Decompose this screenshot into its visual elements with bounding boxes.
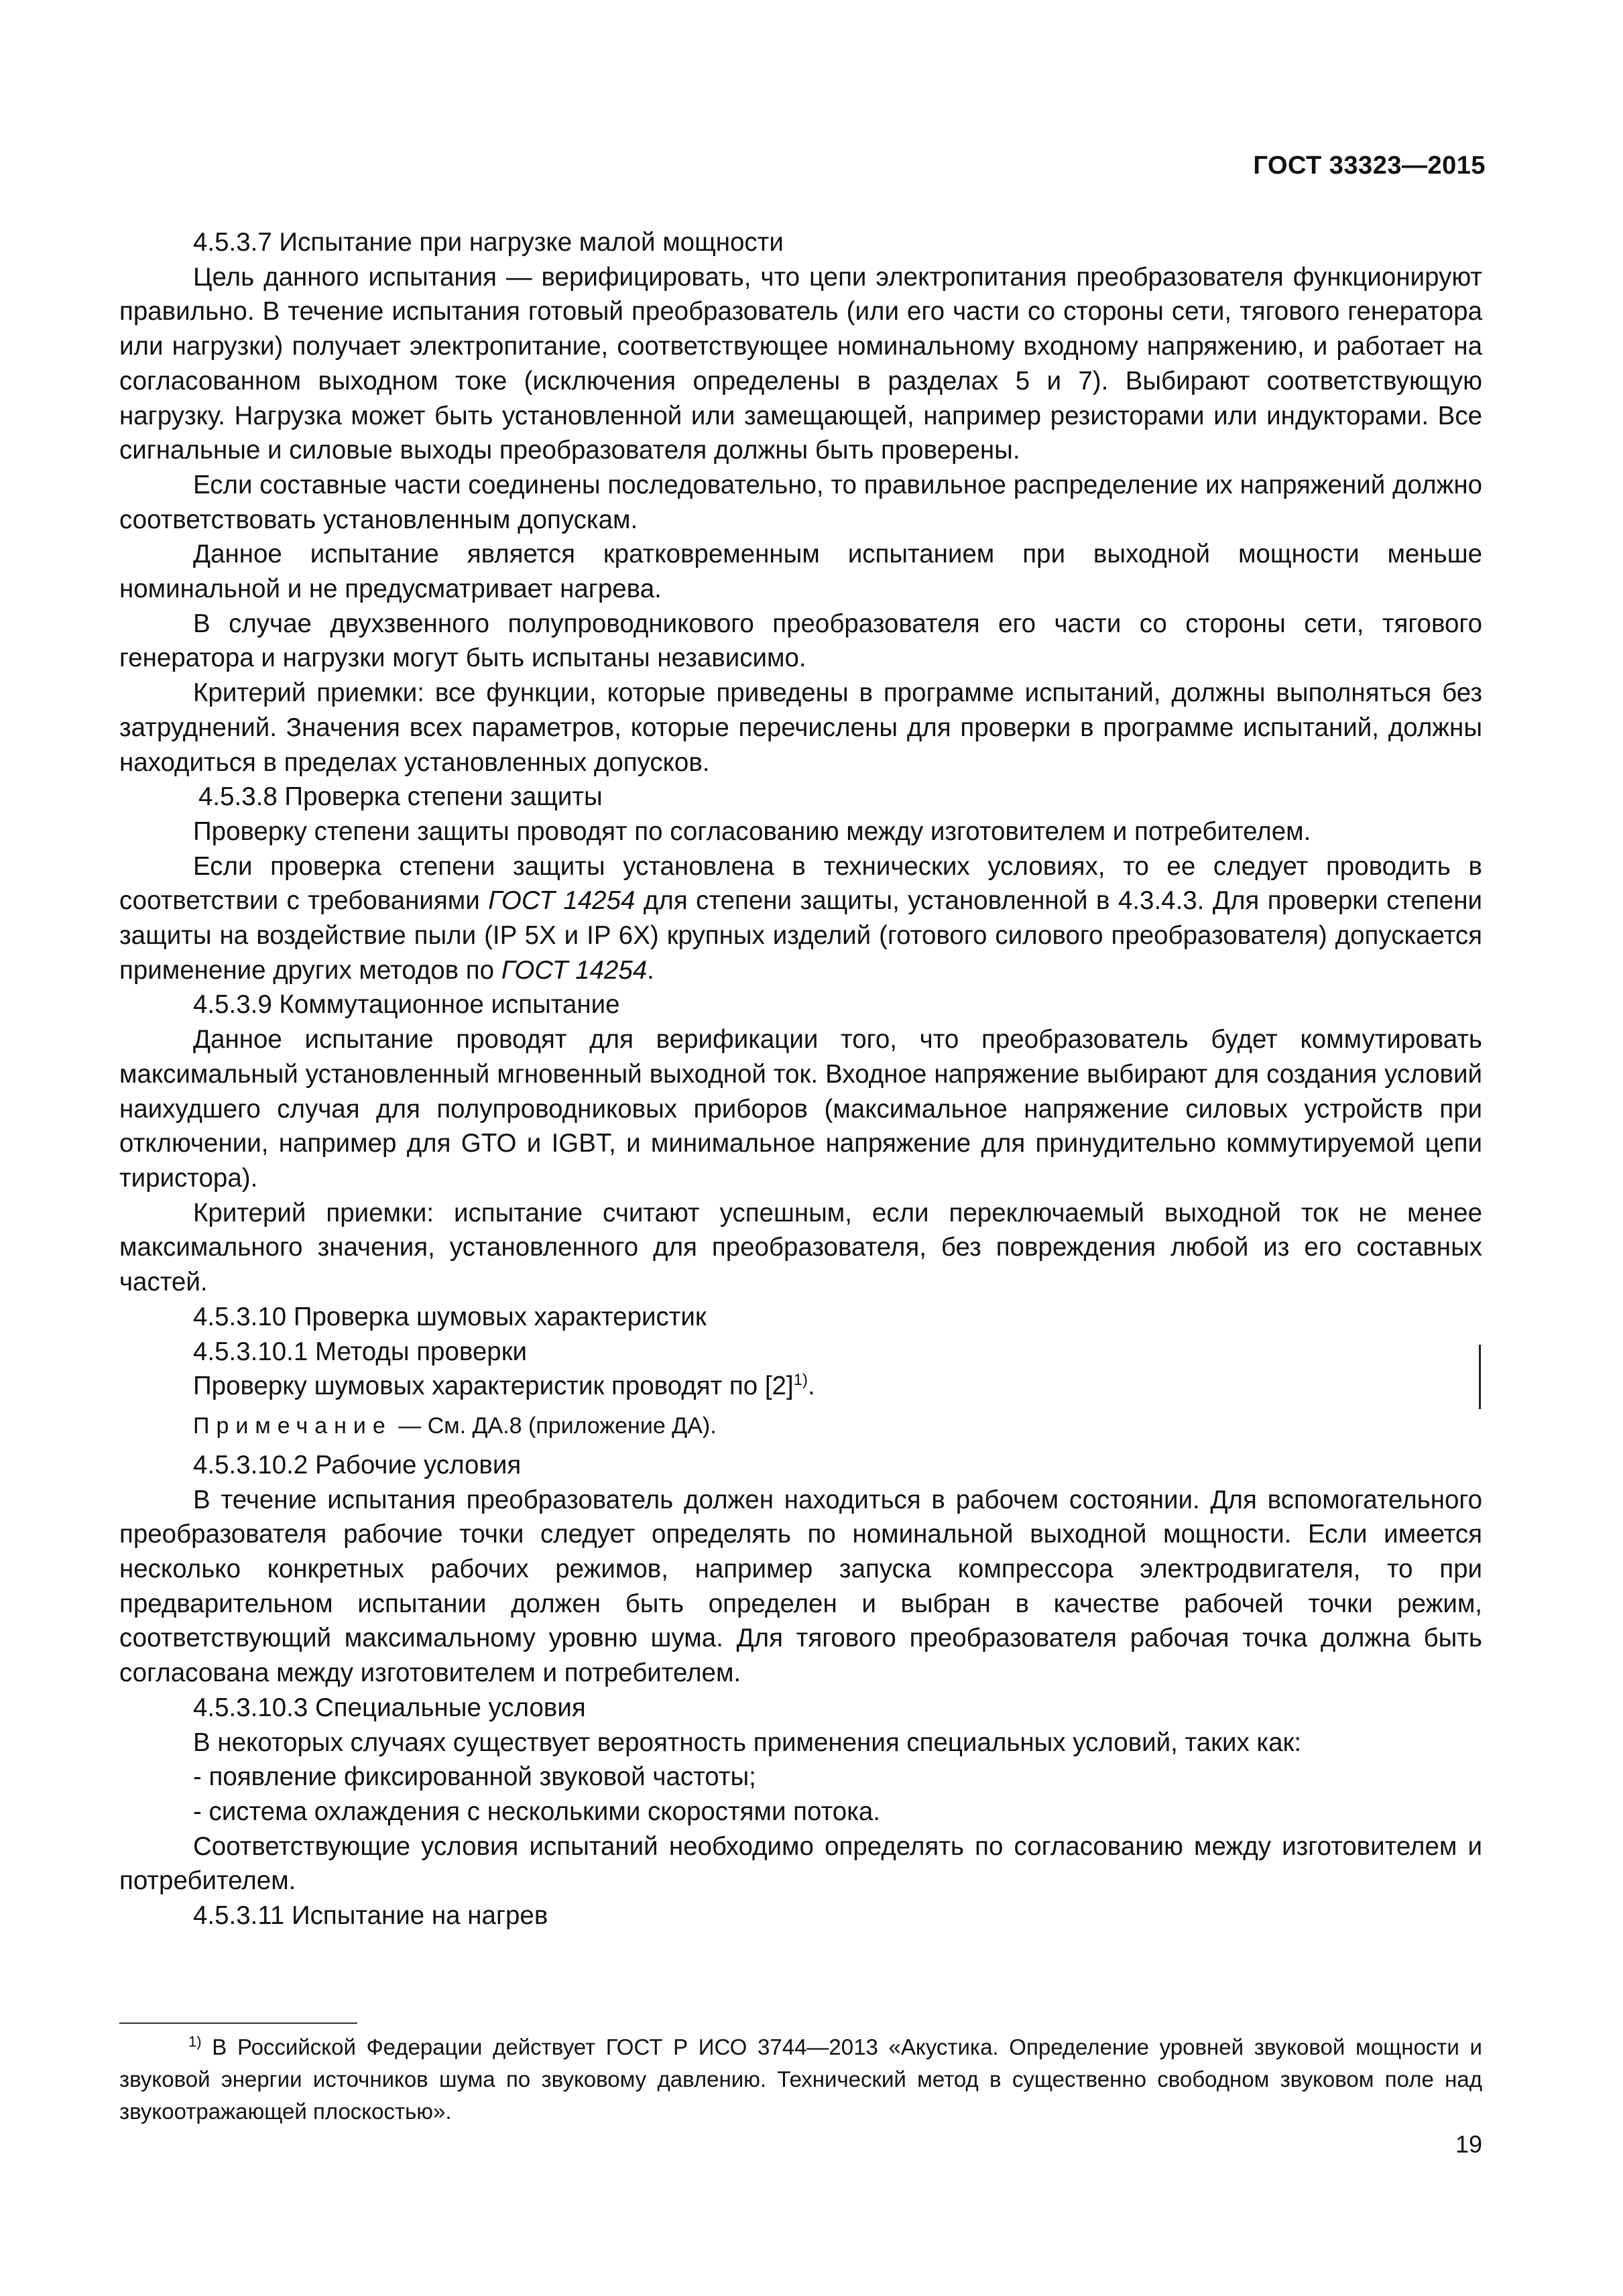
section-heading-4-5-3-10-2: 4.5.3.10.2 Рабочие условия xyxy=(193,1450,522,1479)
footnote xyxy=(119,2031,1482,2128)
note xyxy=(119,1404,1482,1448)
list-item: - система охлаждения с несколькими скоростями потока. xyxy=(193,1797,881,1826)
section-heading-4-5-3-9: 4.5.3.9 Коммутационное испытание xyxy=(193,990,620,1020)
text-span: Если проверка степени защиты установлена в технических условиях, то ее следует проводить в соответствии с требованиями xyxy=(119,851,1482,916)
paragraph: Соответствующие условия испытаний необходимо определять по согласованию между изготовителем и потребителем. xyxy=(119,1831,1482,1896)
section-heading-4-5-3-7: 4.5.3.7 Испытание при нагрузке малой мощности xyxy=(193,228,784,257)
document-id-header: ГОСТ 33323—2015 xyxy=(1253,152,1486,180)
text-span: для степени защиты, установленной в 4.3.4.3. Для проверки степени защиты на воздействие пыли (IP 5X и IP 6X) крупных изделий (готового силового преобразователя) допускается применение других методов по xyxy=(119,886,1482,985)
paragraph: Цель данного испытания — верифицировать, что цепи электропитания преобразователя функционируют правильно. В течение испытания готовый преобразователь (или его части со стороны сети, тягового генератора или нагрузки) получает электропитание, соответствующее номинальному входному напряжению, и работает на согласованном выходном токе (исключения определены в разделах 5 и 7). Выбирают соответствующую нагрузку. Нагрузка может быть установленной или замещающей, например резисторами или индукторами. Все сигнальные и силовые выходы преобразователя должны быть проверены. xyxy=(119,262,1482,465)
paragraph-with-references xyxy=(119,849,1482,988)
note-label: Примечание xyxy=(193,1412,392,1439)
list-item: - появление фиксированной звуковой частоты; xyxy=(193,1762,756,1792)
paragraph: Данное испытание является кратковременным испытанием при выходной мощности меньше номинальной и не предусматривает нагрева. xyxy=(119,540,1482,604)
section-heading-4-5-3-10-3: 4.5.3.10.3 Специальные условия xyxy=(193,1693,586,1722)
paragraph: В некоторых случаях существует вероятность применения специальных условий, таких как: xyxy=(193,1728,1302,1757)
footnote-text: В Российской Федерации действует ГОСТ Р ИСО 3744—2013 «Акустика. Определение уровней звуковой мощности и звуковой энергии источников шума по звуковому давлению. Технический метод в существенно свободном звуковом поле над звукоотражающей плоскостью». xyxy=(119,2035,1482,2124)
section-heading-4-5-3-8: 4.5.3.8 Проверка степени защиты xyxy=(198,782,603,812)
standard-reference: ГОСТ 14254 xyxy=(488,886,636,916)
footnote-marker: 1) xyxy=(793,1371,808,1390)
paragraph: Критерий приемки: все функции, которые приведены в программе испытаний, должны выполняться без затруднений. Значения всех параметров, которые перечислены для проверки в программе испытаний, должны находиться в пределах установленных допусков. xyxy=(119,678,1482,777)
footnote-marker: 1) xyxy=(188,2033,202,2050)
note-text: — См. ДА.8 (приложение ДА). xyxy=(392,1412,717,1439)
footnote-divider xyxy=(119,2022,357,2024)
paragraph: В течение испытания преобразователь должен находиться в рабочем состоянии. Для вспомогательного преобразователя рабочие точки следует определять по номинальной выходной мощности. Если имеется несколько конкретных рабочих режимов, например запуска компрессора электродвигателя, то при предварительном испытании должен быть определен и выбран в качестве рабочей точки режим, соответствующий максимальному уровню шума. Для тягового преобразователя рабочая точка должна быть согласована между изготовителем и потребителем. xyxy=(119,1485,1482,1688)
paragraph: Критерий приемки: испытание считают успешным, если переключаемый выходной ток не менее максимального значения, установленного для преобразователя, без повреждения любой из его составных частей. xyxy=(119,1198,1482,1297)
paragraph: В случае двухзвенного полупроводникового преобразователя его части со стороны сети, тягового генератора и нагрузки могут быть испытаны независимо. xyxy=(119,609,1482,673)
section-heading-4-5-3-10-1: 4.5.3.10.1 Методы проверки xyxy=(193,1337,528,1366)
text-span: . xyxy=(647,955,654,985)
standard-reference: ГОСТ 14254 xyxy=(501,955,648,985)
paragraph: Проверку степени защиты проводят по согласованию между изготовителем и потребителем. xyxy=(193,817,1311,846)
paragraph: Данное испытание проводят для верификации того, что преобразователь будет коммутировать максимальный установленный мгновенный выходной ток. Входное напряжение выбирают для создания условий наихудшего случая для полупроводниковых приборов (максимальное напряжение силовых устройств при отключении, например для GTO и IGBT, и минимальное напряжение для принудительно коммутируемой цепи тиристора). xyxy=(119,1025,1482,1193)
paragraph-with-footnote-ref xyxy=(119,1369,1482,1404)
text-span: . xyxy=(808,1372,815,1401)
change-bar xyxy=(1479,1345,1481,1409)
paragraph: Если составные части соединены последовательно, то правильное распределение их напряжений должно соответствовать установленным допускам. xyxy=(119,470,1482,534)
page-number: 19 xyxy=(1455,2130,1482,2158)
section-heading-4-5-3-10: 4.5.3.10 Проверка шумовых характеристик xyxy=(193,1302,707,1331)
section-heading-4-5-3-11: 4.5.3.11 Испытание на нагрев xyxy=(193,1901,548,1931)
main-content xyxy=(119,225,1482,1933)
text-span: Проверку шумовых характеристик проводят по [2] xyxy=(193,1372,794,1401)
footnote-body xyxy=(119,2031,1482,2128)
